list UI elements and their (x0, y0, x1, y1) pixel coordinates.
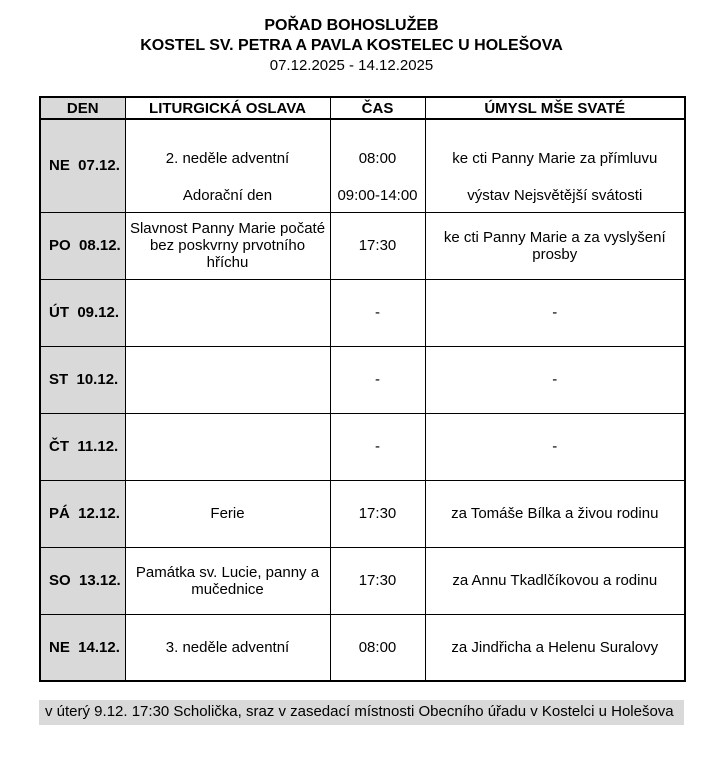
table-row (40, 119, 685, 212)
footer-note: v úterý 9.12. 17:30 Scholička, sraz v zasedací místnosti Obecního úřadu v Kostelci u Holešova (39, 700, 684, 725)
intention-cell: za Tomáše Bílka a živou rodinu (425, 480, 685, 547)
day-cell: PO 08.12. (40, 212, 125, 279)
time-cell: - (330, 279, 425, 346)
table-row (40, 614, 685, 681)
day-cell: NE 14.12. (40, 614, 125, 681)
celebration-cell: 3. neděle adventní (125, 614, 330, 681)
time-cell (330, 119, 425, 212)
celebration-line: Adorační den (182, 187, 273, 205)
intention-line: výstav Nejsvětější svátosti (467, 187, 643, 205)
table-row (40, 413, 685, 480)
celebration-cell (125, 346, 330, 413)
date-range: 07.12.2025 - 14.12.2025 (269, 57, 434, 74)
day-cell: NE 07.12. (40, 119, 125, 212)
time-cell: - (330, 346, 425, 413)
celebration-cell: Památka sv. Lucie, panny a mučednice (125, 547, 330, 614)
intention-cell: - (425, 346, 685, 413)
time-cell: 17:30 (330, 480, 425, 547)
celebration-cell (125, 279, 330, 346)
col-header-den: DEN (40, 97, 125, 119)
intention-cell (425, 119, 685, 212)
intention-cell: za Jindřicha a Helenu Suralovy (425, 614, 685, 681)
day-cell: ČT 11.12. (40, 413, 125, 480)
document-header (0, 0, 703, 76)
table-row (40, 346, 685, 413)
table-row (40, 279, 685, 346)
day-cell: SO 13.12. (40, 547, 125, 614)
table-header-row (40, 97, 685, 119)
intention-cell: ke cti Panny Marie a za vyslyšení prosby (425, 212, 685, 279)
church-name: KOSTEL SV. PETRA A PAVLA KOSTELEC U HOLEŠOVA (140, 37, 563, 54)
day-cell: PÁ 12.12. (40, 480, 125, 547)
celebration-cell: Slavnost Panny Marie počaté bez poskvrny prvotního hříchu (125, 212, 330, 279)
time-cell: 17:30 (330, 212, 425, 279)
time-line: 09:00-14:00 (337, 187, 418, 205)
celebration-line: 2. neděle adventní (165, 150, 290, 168)
col-header-umysl: ÚMYSL MŠE SVATÉ (425, 97, 685, 119)
celebration-cell (125, 413, 330, 480)
intention-line: ke cti Panny Marie za přímluvu (452, 150, 658, 168)
col-header-cas: ČAS (330, 97, 425, 119)
table-row (40, 212, 685, 279)
time-line: 08:00 (358, 150, 397, 168)
intention-cell: - (425, 413, 685, 480)
time-cell: - (330, 413, 425, 480)
table-row (40, 480, 685, 547)
celebration-cell: Ferie (125, 480, 330, 547)
col-header-liturgicka-oslava: LITURGICKÁ OSLAVA (125, 97, 330, 119)
day-cell: ST 10.12. (40, 346, 125, 413)
page-title: POŘAD BOHOSLUŽEB (264, 17, 439, 34)
schedule-table (39, 96, 686, 682)
day-cell: ÚT 09.12. (40, 279, 125, 346)
table-row (40, 547, 685, 614)
time-cell: 08:00 (330, 614, 425, 681)
intention-cell: - (425, 279, 685, 346)
time-cell: 17:30 (330, 547, 425, 614)
celebration-cell (125, 119, 330, 212)
intention-cell: za Annu Tkadlčíkovou a rodinu (425, 547, 685, 614)
